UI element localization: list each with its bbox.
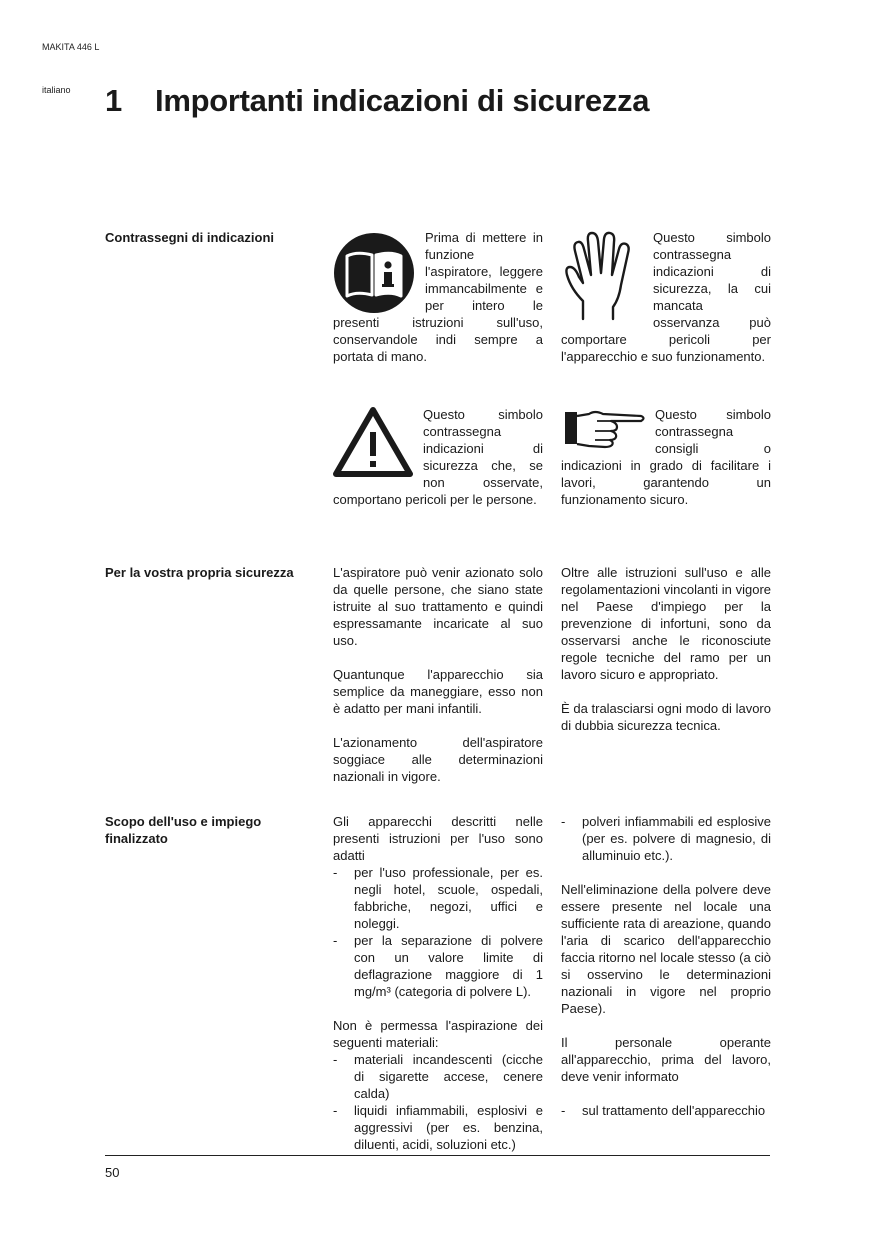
paragraph: È da tralasciarsi ogni modo di lavoro di dubbia sicurezza tecnica. — [561, 701, 771, 733]
paragraph: L'aspiratore può venir azionato solo da quelle persone, che siano state istruite al suo trattamento e quindi espressamante incaricate al suo uso. — [333, 565, 543, 648]
read-manual-icon — [333, 232, 415, 314]
paragraph: Non è permessa l'aspirazione dei seguenti materiali: — [333, 1018, 543, 1050]
list-item: - liquidi infiammabili, esplosivi e aggressivi (per es. benzina, diluenti, acidi, soluzioni etc.) — [333, 1102, 543, 1153]
warning-triangle-icon — [333, 406, 413, 478]
paragraph: L'azionamento dell'aspiratore soggiace alle determinazioni nazionali in vigore. — [333, 735, 543, 784]
symbol-text-hand: Questo simbolo contrassegna indicazioni di sicurezza, la cui mancata osservanza può comportare pericoli per l'apparecchio e suo funzionamento. — [561, 230, 771, 364]
symbol-block-pointing — [561, 406, 771, 508]
chapter-title: Importanti indicazioni di sicurezza — [155, 83, 650, 118]
language-label: italiano — [42, 85, 71, 95]
page-number: 50 — [105, 1165, 120, 1180]
symbol-text-manual: Prima di mettere in funzione l'aspiratore, leggere immancabilmente e per intero le presenti istruzioni sull'uso, conservandole indi sempre a portata di mano. — [333, 230, 543, 364]
paragraph: Il personale operante all'apparecchio, prima del lavoro, deve venir informato — [561, 1035, 771, 1084]
symbol-block-hand — [561, 229, 771, 365]
section-label-intended-use: Scopo dell'uso e impiego finalizzato — [105, 814, 262, 846]
list-item: - sul trattamento dell'apparecchio — [561, 1102, 771, 1119]
not-allowed-list — [333, 1051, 543, 1153]
chapter-number: 1 — [105, 83, 122, 118]
suitable-list — [333, 864, 543, 1000]
section-label-markings: Contrassegni di indicazioni — [105, 230, 275, 245]
section-label-own-safety: Per la vostra propria sicurezza — [105, 565, 294, 580]
page-title — [105, 83, 649, 119]
footer-divider — [105, 1155, 770, 1156]
intended-use-left-column — [333, 813, 543, 1153]
not-allowed-list-continued — [561, 813, 771, 864]
document-id: MAKITA 446 L — [42, 42, 100, 52]
intended-use-right-column — [561, 813, 771, 1119]
symbol-block-manual — [333, 229, 543, 365]
paragraph: Quantunque l'apparecchio sia semplice da maneggiare, esso non è adatto per mani infantili. — [333, 667, 543, 716]
personnel-list — [561, 1102, 771, 1119]
own-safety-left-column — [333, 564, 543, 785]
paragraph: Nell'eliminazione della polvere deve essere presente nel locale una sufficiente rata di areazione, quando l'aria di scarico dell'apparecchio faccia ritorno nel locale stesso (a ciò si osservino le determinazioni nazionali in vigore nel proprio Paese). — [561, 882, 771, 1016]
own-safety-right-column — [561, 564, 771, 734]
list-item: - polveri infiammabili ed esplosive (per es. polvere di magnesio, di alluminuio etc.). — [561, 813, 771, 864]
list-item: - per la separazione di polvere con un valore limite di deflagrazione maggiore di 1 mg/m³ (categoria di polvere L). — [333, 932, 543, 1000]
symbol-text-warning: Questo simbolo contrassegna indicazioni di sicurezza che, se non osservate, comportano pericoli per le persone. — [333, 407, 543, 507]
paragraph: Gli apparecchi descritti nelle presenti istruzioni per l'uso sono adatti — [333, 814, 543, 863]
list-item: - materiali incandescenti (cicche di sigarette accese, cenere calda) — [333, 1051, 543, 1102]
stop-hand-icon — [561, 229, 643, 321]
list-item: - per l'uso professionale, per es. negli hotel, scuole, ospedali, fabbriche, negozi, uffici e noleggi. — [333, 864, 543, 932]
pointing-hand-icon — [561, 406, 647, 450]
symbol-text-pointing: Questo simbolo contrassegna consigli o indicazioni in grado di facilitare i lavori, garantendo un funzionamento sicuro. — [561, 407, 771, 507]
paragraph: Oltre alle istruzioni sull'uso e alle regolamentazioni vincolanti in vigore nel Paese d'impiego per la prevenzione di infortuni, sono da osservarsi anche le riconosciute regole tecniche del ramo per un lavoro sicuro e appropriato. — [561, 565, 771, 682]
symbol-block-warning — [333, 406, 543, 508]
